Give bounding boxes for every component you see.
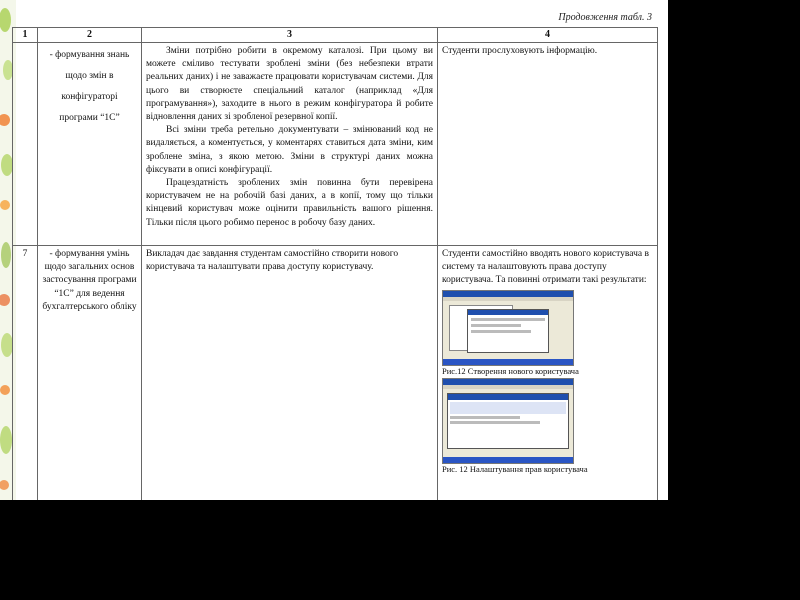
paragraph: Працездатність зроблених змін повинна бути перевірена користувачем не на робочій базі даних, а в копії, тому що тільки кінцевий користувач може оцінити правильність вашого рішення. Тільки після цього робимо перенос в робочу базу даних.	[146, 178, 433, 228]
paragraph: Викладач дає завдання студентам самостійно створити нового користувача та налаштувати права доступу користувачу.	[146, 249, 399, 273]
student-activity-cell	[438, 246, 658, 501]
goal-line: конфігураторі	[61, 92, 118, 102]
header-cell-2: 2	[38, 28, 142, 43]
screenshot-user-rights	[442, 378, 574, 464]
figure-caption: Рис. 12 Налаштування прав користувача	[442, 463, 588, 474]
paragraph: Всі зміни треба ретельно документувати – змінюваний код не видаляється, а коментується, у коментарях ставиться дата зміни, ким зроблене зміна, з якою метою. Зміни в структурі даних можна фіксувати в описі конфігурації.	[146, 125, 433, 175]
goal-line: - формування знань	[49, 50, 130, 60]
row-number-cell	[13, 43, 38, 246]
table-header-row	[13, 28, 658, 43]
goal-cell	[38, 246, 142, 501]
paragraph: Студенти самостійно вводять нового користувача в систему та налаштовують права доступу користувача. Та повинні отримати такі результати:	[442, 249, 649, 286]
header-cell-1: 1	[13, 28, 38, 43]
teacher-activity-cell	[142, 43, 438, 246]
header-cell-3: 3	[142, 28, 438, 43]
table-row	[13, 43, 658, 246]
paragraph: Зміни потрібно робити в окремому каталозі. При цьому ви можете сміливо тестувати зроблені зміни (без небезпеки втрати реальних даних) і не заважаєте працювати користувачам системи. Для цього ви створюєте спеціальний каталог (наприклад «Для програмування»), заходите в нього в режим конфігуратора й робите відновлення даних зі зробленої резервної копії.	[146, 46, 433, 123]
goal-line: - формування умінь щодо загальних основ застосування програми “1С” для ведення бухгалтерського обліку	[42, 249, 137, 312]
goal-line: програми “1С”	[59, 113, 120, 123]
teacher-activity-cell	[142, 246, 438, 501]
table-continuation-caption: Продовження табл. 3	[558, 12, 652, 23]
paragraph: Студенти прослуховують інформацію.	[442, 46, 598, 56]
goal-cell	[38, 43, 142, 246]
screenshot-create-user	[442, 290, 574, 366]
goal-line: щодо змін в	[65, 71, 114, 81]
header-cell-4: 4	[438, 28, 658, 43]
row-number-cell: 7	[13, 246, 38, 501]
figure-caption: Рис.12 Створення нового користувача	[442, 365, 579, 376]
table-row	[13, 246, 658, 501]
lesson-plan-table	[12, 27, 658, 500]
student-activity-cell	[438, 43, 658, 246]
